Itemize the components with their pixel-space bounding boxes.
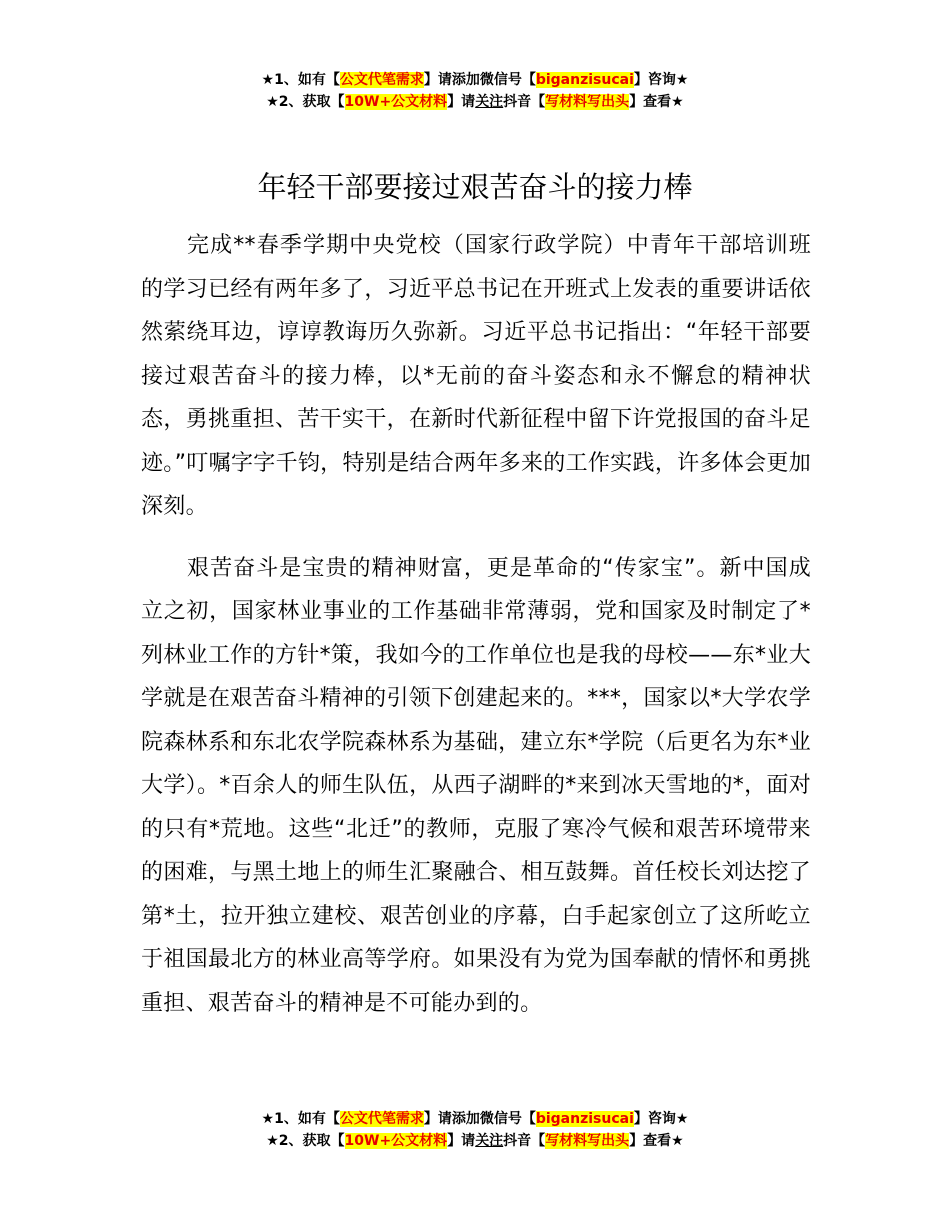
banner-highlight: 10W+公文材料 <box>344 1133 448 1149</box>
banner-text: ★1、如有【 <box>261 72 340 88</box>
paragraph: 艰苦奋斗是宝贵的精神财富，更是革命的“传家宝”。新中国成立之初，国家林业事业的工作基础非常薄弱，党和国家及时制定了*列林业工作的方针*策，我如今的工作单位也是我的母校——东*业大学就是在艰苦奋斗精神的引领下创建起来的。***，国家以*大学农学院森林系和东北农学院森林系为基础，建立东*学院（后更名为东*业大学）。*百余人的师生队伍，从西子湖畔的*来到冰天雪地的*，面对的只有*荒地。这些“北迁”的教师，克服了寒冷气候和艰苦环境带来的困难，与黑土地上的师生汇聚融合、相互鼓舞。首任校长刘达挖了第*土，拉开独立建校、艰苦创业的序幕，白手起家创立了这所屹立于祖国最北方的林业高等学府。如果没有为党为国奉献的情怀和勇挑重担、艰苦奋斗的精神是不可能办到的。 <box>141 555 811 1016</box>
banner-highlight: 10W+公文材料 <box>344 94 448 110</box>
banner-text: ★2、获取【 <box>266 1133 345 1149</box>
banner-text: 】查看★ <box>629 1133 684 1149</box>
banner-text: 】查看★ <box>629 94 684 110</box>
banner-text: 抖音【 <box>503 1133 546 1149</box>
banner-line-2 <box>0 91 950 113</box>
paragraph: 完成**春季学期中央党校（国家行政学院）中青年干部培训班的学习已经有两年多了，习近平总书记在开班式上发表的重要讲话依然萦绕耳边，谆谆教诲历久弥新。习近平总书记指出：“年轻干部要接过艰苦奋斗的接力棒，以*无前的奋斗姿态和永不懈怠的精神状态，勇挑重担、苦干实干，在新时代新征程中留下许党报国的奋斗足迹。”叮嘱字字千钧，特别是结合两年多来的工作实践，许多体会更加深刻。 <box>141 233 811 519</box>
banner-text: 抖音【 <box>503 94 546 110</box>
header-banner <box>0 69 950 113</box>
banner-underlined-text: 关注 <box>475 94 504 110</box>
banner-text: 】咨询★ <box>633 1111 689 1127</box>
document-body <box>141 224 811 1043</box>
banner-line-1 <box>0 69 950 91</box>
document-title: 年轻干部要接过艰苦奋斗的接力棒 <box>257 170 693 204</box>
banner-text: 】咨询★ <box>633 72 689 88</box>
banner-highlight: biganzisucai <box>535 72 634 88</box>
banner-text: 】请添加微信号【 <box>423 1111 536 1127</box>
banner-underlined-text: 关注 <box>475 1133 504 1149</box>
banner-highlight: 公文代笔需求 <box>339 72 424 88</box>
banner-highlight: 写材料写出头 <box>545 1133 630 1149</box>
banner-line-2 <box>0 1130 950 1152</box>
banner-highlight: 写材料写出头 <box>545 94 630 110</box>
banner-text: 】请添加微信号【 <box>423 72 536 88</box>
banner-text: 】请 <box>447 94 476 110</box>
footer-banner <box>0 1108 950 1152</box>
banner-text: 】请 <box>447 1133 476 1149</box>
banner-line-1 <box>0 1108 950 1130</box>
banner-highlight: 公文代笔需求 <box>339 1111 424 1127</box>
banner-text: ★1、如有【 <box>261 1111 340 1127</box>
banner-highlight: biganzisucai <box>535 1111 634 1127</box>
banner-text: ★2、获取【 <box>266 94 345 110</box>
